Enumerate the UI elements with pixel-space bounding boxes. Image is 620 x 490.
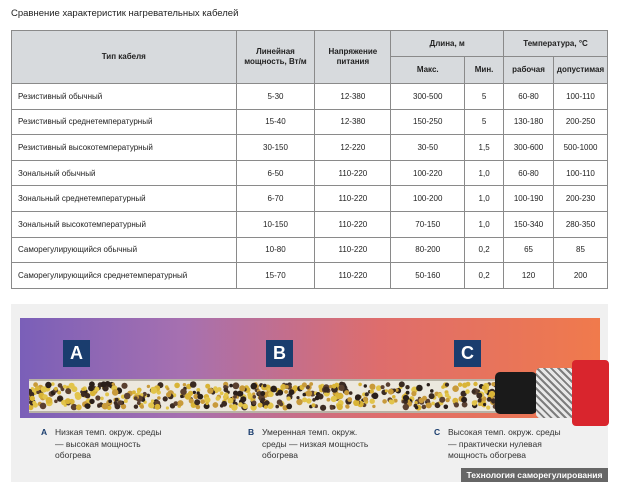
particle	[302, 382, 307, 387]
particle	[140, 405, 144, 409]
particle	[29, 405, 34, 410]
cell-type: Резистивный среднетемпературный	[12, 109, 237, 135]
particle	[194, 399, 200, 405]
particle	[63, 385, 67, 389]
particle	[54, 400, 58, 404]
particle	[296, 396, 299, 399]
particle	[65, 398, 71, 404]
particle	[289, 389, 295, 395]
table-row	[12, 109, 608, 135]
header-length-max: Макс.	[391, 57, 465, 84]
legend-item-c	[434, 427, 561, 462]
particle	[180, 395, 183, 398]
legend-letter: A	[41, 427, 48, 437]
particle	[389, 399, 393, 403]
particle	[296, 399, 302, 405]
particle	[370, 389, 374, 393]
particle	[134, 396, 138, 400]
cell-temp-allowed: 200	[553, 263, 607, 289]
particle	[252, 401, 256, 405]
particle	[205, 402, 208, 405]
particle	[85, 393, 90, 398]
particle	[430, 389, 434, 393]
header-length-min: Мин.	[465, 57, 504, 84]
particle	[114, 401, 117, 404]
zone-marker-b: B	[266, 340, 293, 367]
particle	[115, 398, 119, 402]
particle	[124, 399, 128, 403]
cell-temp-allowed: 200-230	[553, 186, 607, 212]
particle	[240, 396, 246, 402]
particle	[286, 396, 290, 400]
particle	[353, 400, 359, 406]
particle	[306, 390, 312, 396]
header-supply-voltage: Напряжение питания	[315, 31, 391, 84]
legend-item-b	[248, 427, 368, 462]
table-row	[12, 237, 608, 263]
particle	[439, 397, 445, 403]
cell-voltage: 12-380	[315, 109, 391, 135]
particle	[364, 384, 367, 387]
particle	[180, 389, 187, 396]
cell-temp-work: 130-180	[504, 109, 554, 135]
particle	[406, 391, 410, 395]
cell-power: 6-70	[236, 186, 315, 212]
cell-voltage: 110-220	[315, 211, 391, 237]
table-row	[12, 84, 608, 110]
cell-length-min: 0,2	[465, 237, 504, 263]
cell-length-max: 30-50	[391, 135, 465, 161]
particle	[58, 383, 63, 388]
particle	[231, 404, 238, 411]
particle	[483, 403, 486, 406]
particle	[197, 391, 200, 394]
particle	[320, 405, 326, 411]
cell-length-min: 1,0	[465, 160, 504, 186]
header-temp-work: рабочая	[504, 57, 554, 84]
particle	[183, 383, 186, 386]
particle	[75, 393, 82, 400]
particle	[392, 395, 396, 399]
particle	[315, 396, 320, 401]
particle	[264, 405, 268, 409]
particle	[147, 385, 150, 388]
particle	[416, 385, 423, 392]
particle	[338, 393, 343, 398]
cell-temp-allowed: 100-110	[553, 160, 607, 186]
cell-length-max: 300-500	[391, 84, 465, 110]
particle	[213, 402, 219, 408]
cell-voltage: 110-220	[315, 237, 391, 263]
particle	[76, 404, 82, 410]
particle	[163, 396, 168, 401]
particle	[454, 402, 459, 407]
cell-power: 15-70	[236, 263, 315, 289]
particle	[174, 383, 180, 389]
page-title: Сравнение характеристик нагревательных кабелей	[11, 8, 239, 19]
particle	[347, 397, 352, 402]
cell-temp-allowed: 200-250	[553, 109, 607, 135]
particle	[473, 382, 477, 386]
cell-temp-allowed: 100-110	[553, 84, 607, 110]
particle	[476, 393, 482, 399]
cell-voltage: 12-380	[315, 84, 391, 110]
cell-type: Зональный обычный	[12, 160, 237, 186]
particle	[155, 404, 161, 410]
particle	[478, 399, 482, 403]
particle	[220, 391, 224, 395]
cell-power: 10-80	[236, 237, 315, 263]
particle	[196, 388, 200, 392]
particle	[193, 391, 196, 394]
header-temperature: Температура, °C	[504, 31, 608, 57]
particle	[445, 398, 449, 402]
particle	[239, 385, 245, 391]
cell-type: Зональный среднетемпературный	[12, 186, 237, 212]
particle	[251, 384, 257, 390]
cell-length-max: 80-200	[391, 237, 465, 263]
legend-text: Умеренная темп. окруж. среды — низкая мощность обогрева	[262, 427, 369, 460]
particle	[487, 397, 492, 402]
particle	[108, 399, 112, 403]
particle	[102, 403, 109, 410]
particle	[285, 385, 289, 389]
cell-power: 10-150	[236, 211, 315, 237]
particle	[339, 385, 345, 391]
particle	[422, 405, 427, 410]
cell-type: Саморегулирующийся среднетемпературный	[12, 263, 237, 289]
particle	[319, 386, 322, 389]
particle	[331, 396, 337, 402]
footer-caption: Технология саморегулирования	[461, 468, 608, 482]
particle	[355, 394, 361, 400]
particle	[431, 402, 435, 406]
particle	[100, 397, 104, 401]
legend-letter: B	[248, 427, 255, 437]
particle	[148, 402, 154, 408]
cell-voltage: 12-220	[315, 135, 391, 161]
cell-length-min: 1,0	[465, 186, 504, 212]
temperature-gradient-band	[20, 318, 600, 418]
particle	[89, 399, 94, 404]
particle	[385, 389, 388, 392]
cell-length-min: 1,5	[465, 135, 504, 161]
particle	[429, 393, 435, 399]
particle	[263, 384, 267, 388]
particle	[426, 402, 432, 408]
particle	[238, 402, 243, 407]
cell-type: Резистивный обычный	[12, 84, 237, 110]
particle	[95, 395, 100, 400]
particle	[101, 381, 107, 387]
outer-red-jacket	[572, 360, 609, 426]
legend-letter: C	[434, 427, 441, 437]
cell-power: 15-40	[236, 109, 315, 135]
particle	[178, 400, 184, 406]
particle	[445, 393, 450, 398]
particle	[303, 393, 307, 397]
cell-temp-work: 100-190	[504, 186, 554, 212]
cell-temp-allowed: 500-1000	[553, 135, 607, 161]
particle	[121, 383, 127, 389]
legend-item-a	[41, 427, 162, 462]
particle	[224, 393, 229, 398]
particle	[213, 386, 218, 391]
particle	[358, 383, 362, 387]
cell-temp-allowed: 85	[553, 237, 607, 263]
particle	[372, 405, 375, 408]
particle	[441, 385, 445, 389]
particle	[233, 395, 237, 399]
cell-voltage: 110-220	[315, 186, 391, 212]
particle	[482, 385, 487, 390]
particle	[30, 396, 35, 401]
particle	[134, 405, 138, 409]
particle	[426, 399, 430, 403]
particle	[458, 383, 462, 387]
cell-temp-work: 150-340	[504, 211, 554, 237]
particle	[84, 404, 88, 408]
particle	[166, 392, 171, 397]
particle	[33, 403, 38, 408]
particle	[196, 405, 201, 410]
table-row	[12, 135, 608, 161]
table-row	[12, 186, 608, 212]
particle	[260, 391, 265, 396]
cell-length-max: 50-160	[391, 263, 465, 289]
cable-core-matrix	[29, 379, 529, 413]
particle	[461, 397, 467, 403]
particle	[220, 404, 224, 408]
particle	[207, 388, 213, 394]
cell-voltage: 110-220	[315, 263, 391, 289]
particle	[258, 403, 263, 408]
particle	[69, 383, 75, 389]
table-row	[12, 263, 608, 289]
particle	[344, 390, 349, 395]
particle	[45, 382, 51, 388]
particle	[399, 381, 405, 387]
particle	[166, 387, 169, 390]
particle	[253, 395, 257, 399]
particle	[112, 389, 119, 396]
inner-insulation-jacket	[495, 372, 537, 414]
cell-length-min: 0,2	[465, 263, 504, 289]
cell-temp-work: 65	[504, 237, 554, 263]
particle	[427, 383, 430, 386]
particle	[277, 399, 283, 405]
particle	[268, 392, 274, 398]
particle	[345, 405, 349, 409]
particle	[309, 382, 313, 386]
particle	[284, 390, 288, 394]
particle	[112, 383, 115, 386]
particle	[486, 406, 490, 410]
particle	[327, 398, 331, 402]
table-row	[12, 160, 608, 186]
particle	[403, 404, 409, 410]
cell-type: Зональный высокотемпературный	[12, 211, 237, 237]
particle	[97, 404, 100, 407]
particle	[462, 383, 467, 388]
particle	[472, 390, 476, 394]
cell-length-max: 100-200	[391, 186, 465, 212]
particle	[105, 392, 109, 396]
cell-temp-work: 60-80	[504, 84, 554, 110]
cell-length-min: 1,0	[465, 211, 504, 237]
particle	[261, 398, 265, 402]
particle	[363, 397, 368, 402]
particle	[270, 386, 277, 393]
legend-text: Высокая темп. окруж. среды — практически нулевая мощность обогрева	[448, 427, 561, 460]
particle	[370, 399, 375, 404]
particle	[233, 382, 240, 389]
particle	[275, 405, 279, 409]
particle	[124, 393, 131, 400]
particle	[35, 386, 40, 391]
table-row	[12, 211, 608, 237]
particle	[484, 390, 487, 393]
cell-temp-work: 60-80	[504, 160, 554, 186]
cell-voltage: 110-220	[315, 160, 391, 186]
particle	[46, 397, 53, 404]
particle	[65, 388, 71, 394]
legend-text: Низкая темп. окруж. среды — высокая мощность обогрева	[55, 427, 162, 460]
particle	[306, 398, 311, 403]
particle	[349, 391, 353, 395]
particle	[376, 385, 382, 391]
particle	[150, 387, 157, 394]
particle	[166, 406, 169, 409]
particle	[190, 381, 197, 388]
cell-power: 6-50	[236, 160, 315, 186]
particle	[381, 385, 385, 389]
particle	[386, 382, 391, 387]
particle	[58, 397, 62, 401]
particle	[365, 392, 369, 396]
particle	[369, 384, 375, 390]
metal-braid	[536, 368, 574, 418]
cell-length-max: 150-250	[391, 109, 465, 135]
particle	[445, 383, 449, 387]
cell-length-max: 100-220	[391, 160, 465, 186]
particle	[137, 390, 141, 394]
particle	[411, 391, 416, 396]
particle	[94, 387, 99, 392]
particle	[472, 400, 477, 405]
cell-temp-work: 120	[504, 263, 554, 289]
cell-length-min: 5	[465, 84, 504, 110]
cell-length-max: 70-150	[391, 211, 465, 237]
self-regulation-illustration	[11, 304, 608, 482]
particle	[337, 404, 343, 410]
particle	[382, 399, 387, 404]
particle	[330, 406, 334, 410]
particle	[372, 393, 379, 400]
particle	[277, 390, 283, 396]
particle	[40, 403, 47, 410]
particle	[242, 404, 248, 410]
cell-type: Резистивный высокотемпературный	[12, 135, 237, 161]
particle	[332, 384, 337, 389]
zone-marker-c: C	[454, 340, 481, 367]
particle	[267, 388, 270, 391]
particle	[312, 403, 316, 407]
cell-length-min: 5	[465, 109, 504, 135]
particle	[452, 385, 459, 392]
conductive-particles	[29, 381, 529, 411]
header-length: Длина, м	[391, 31, 504, 57]
particle	[229, 384, 233, 388]
cell-temp-allowed: 280-350	[553, 211, 607, 237]
particle	[444, 405, 449, 410]
particle	[118, 400, 123, 405]
comparison-table	[11, 30, 608, 289]
particle	[465, 389, 470, 394]
particle	[388, 389, 394, 395]
header-cable-type: Тип кабеля	[12, 31, 237, 84]
particle	[286, 404, 292, 410]
particle	[216, 396, 221, 401]
header-linear-power: Линейная мощность, Вт/м	[236, 31, 315, 84]
particle	[54, 387, 58, 391]
particle	[157, 396, 161, 400]
particle	[81, 388, 85, 392]
zone-marker-a: A	[63, 340, 90, 367]
header-temp-allowed: допустимая	[553, 57, 607, 84]
particle	[224, 388, 229, 393]
particle	[323, 387, 329, 393]
cell-power: 5-30	[236, 84, 315, 110]
cell-type: Саморегулирующийся обычный	[12, 237, 237, 263]
particle	[151, 399, 154, 402]
particle	[405, 385, 409, 389]
particle	[415, 406, 418, 409]
cell-temp-work: 300-600	[504, 135, 554, 161]
cell-power: 30-150	[236, 135, 315, 161]
particle	[478, 403, 482, 407]
particle	[403, 395, 409, 401]
